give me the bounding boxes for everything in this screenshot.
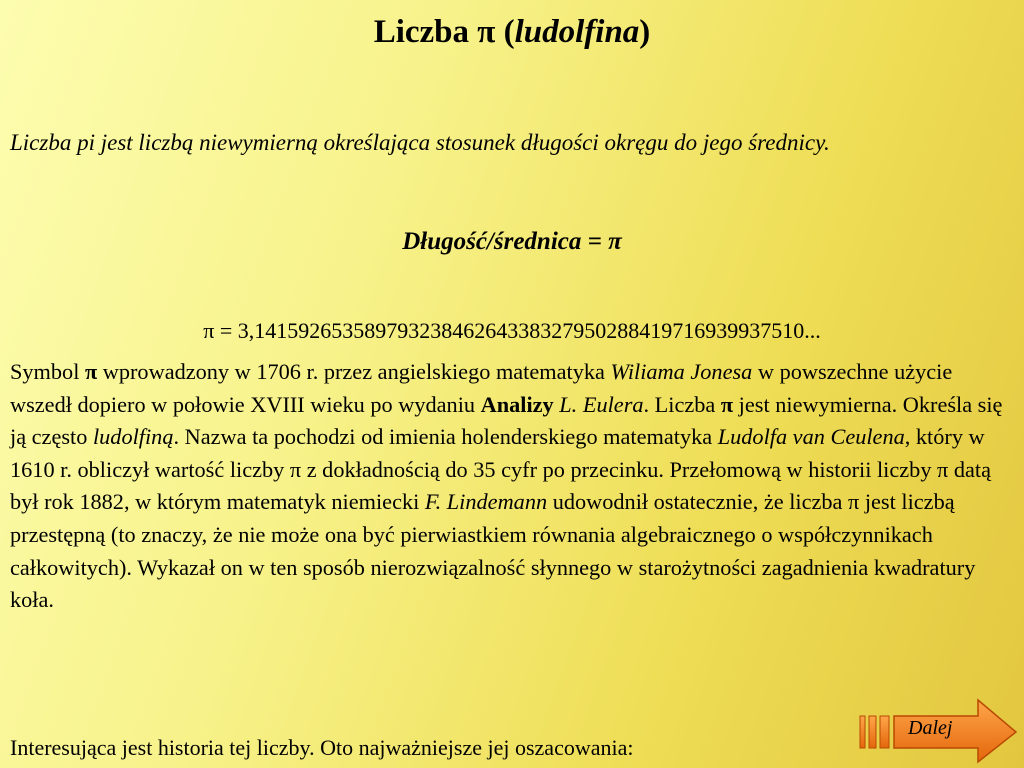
name-lindemann: F. Lindemann	[424, 489, 548, 515]
name-jones: Wiliama Jonesa	[610, 359, 753, 384]
pi-decimal-expansion: π = 3,14159265358979323846264338327950288419716939937510...	[203, 318, 821, 343]
pi-symbol: π	[720, 391, 734, 417]
title-prefix: Liczba π (	[373, 14, 515, 50]
formula-heading: Długość/średnica = π	[402, 228, 622, 255]
body-text-3: w powszechne użycie wszedł dopiero w połowie XVIII wieku po wydaniu	[10, 359, 953, 417]
intro-definition: Liczba pi jest liczbą niewymierną określająca stosunek długości okręgu do jego średnicy.	[10, 130, 830, 155]
history-paragraph	[10, 356, 1014, 617]
body-text-5: . Liczba	[643, 391, 721, 417]
body-text-2: wprowadzony w 1706 r. przez angielskiego matematyka	[97, 359, 611, 384]
title-suffix: )	[639, 14, 651, 50]
next-button[interactable]	[858, 698, 1020, 764]
body-text-9: udowodnił ostatecznie, że liczba π jest liczbą przestępną (to znaczy, że nie może ona być pierwiastkiem równania algebraicznego o współczynnikach całkowitych). Wykazał on w ten sposób nierozwiązalność słynnego w starożytności zagadnienia kwadratury koła.	[10, 489, 976, 613]
pi-symbol: π	[84, 359, 98, 384]
book-analizy: Analizy	[480, 391, 554, 417]
term-ludolfina: ludolfiną	[92, 424, 174, 450]
body-text-6: jest niewymierna. Określa się ją często	[10, 391, 1003, 450]
name-ceulen: Ludolfa van Ceulena	[717, 424, 905, 450]
slide-title	[0, 12, 1024, 52]
body-text-8: , który w 1610 r. obliczył wartość liczby π z dokładnością do 35 cyfr po przecinku. Przełomową w historii liczby π datą był rok 1882, w którym matematyk niemiecki	[10, 424, 992, 515]
body-text-7: . Nazwa ta pochodzi od imienia holenderskiego matematyka	[173, 424, 718, 450]
next-button-label: Dalej	[908, 717, 953, 739]
body-text-1: Symbol	[10, 359, 85, 384]
title-italic: ludolfina	[514, 14, 640, 50]
name-euler: L. Eulera	[559, 391, 644, 417]
footer-text: Interesująca jest historia tej liczby. Oto najważniejsze jej oszacowania:	[10, 735, 634, 760]
